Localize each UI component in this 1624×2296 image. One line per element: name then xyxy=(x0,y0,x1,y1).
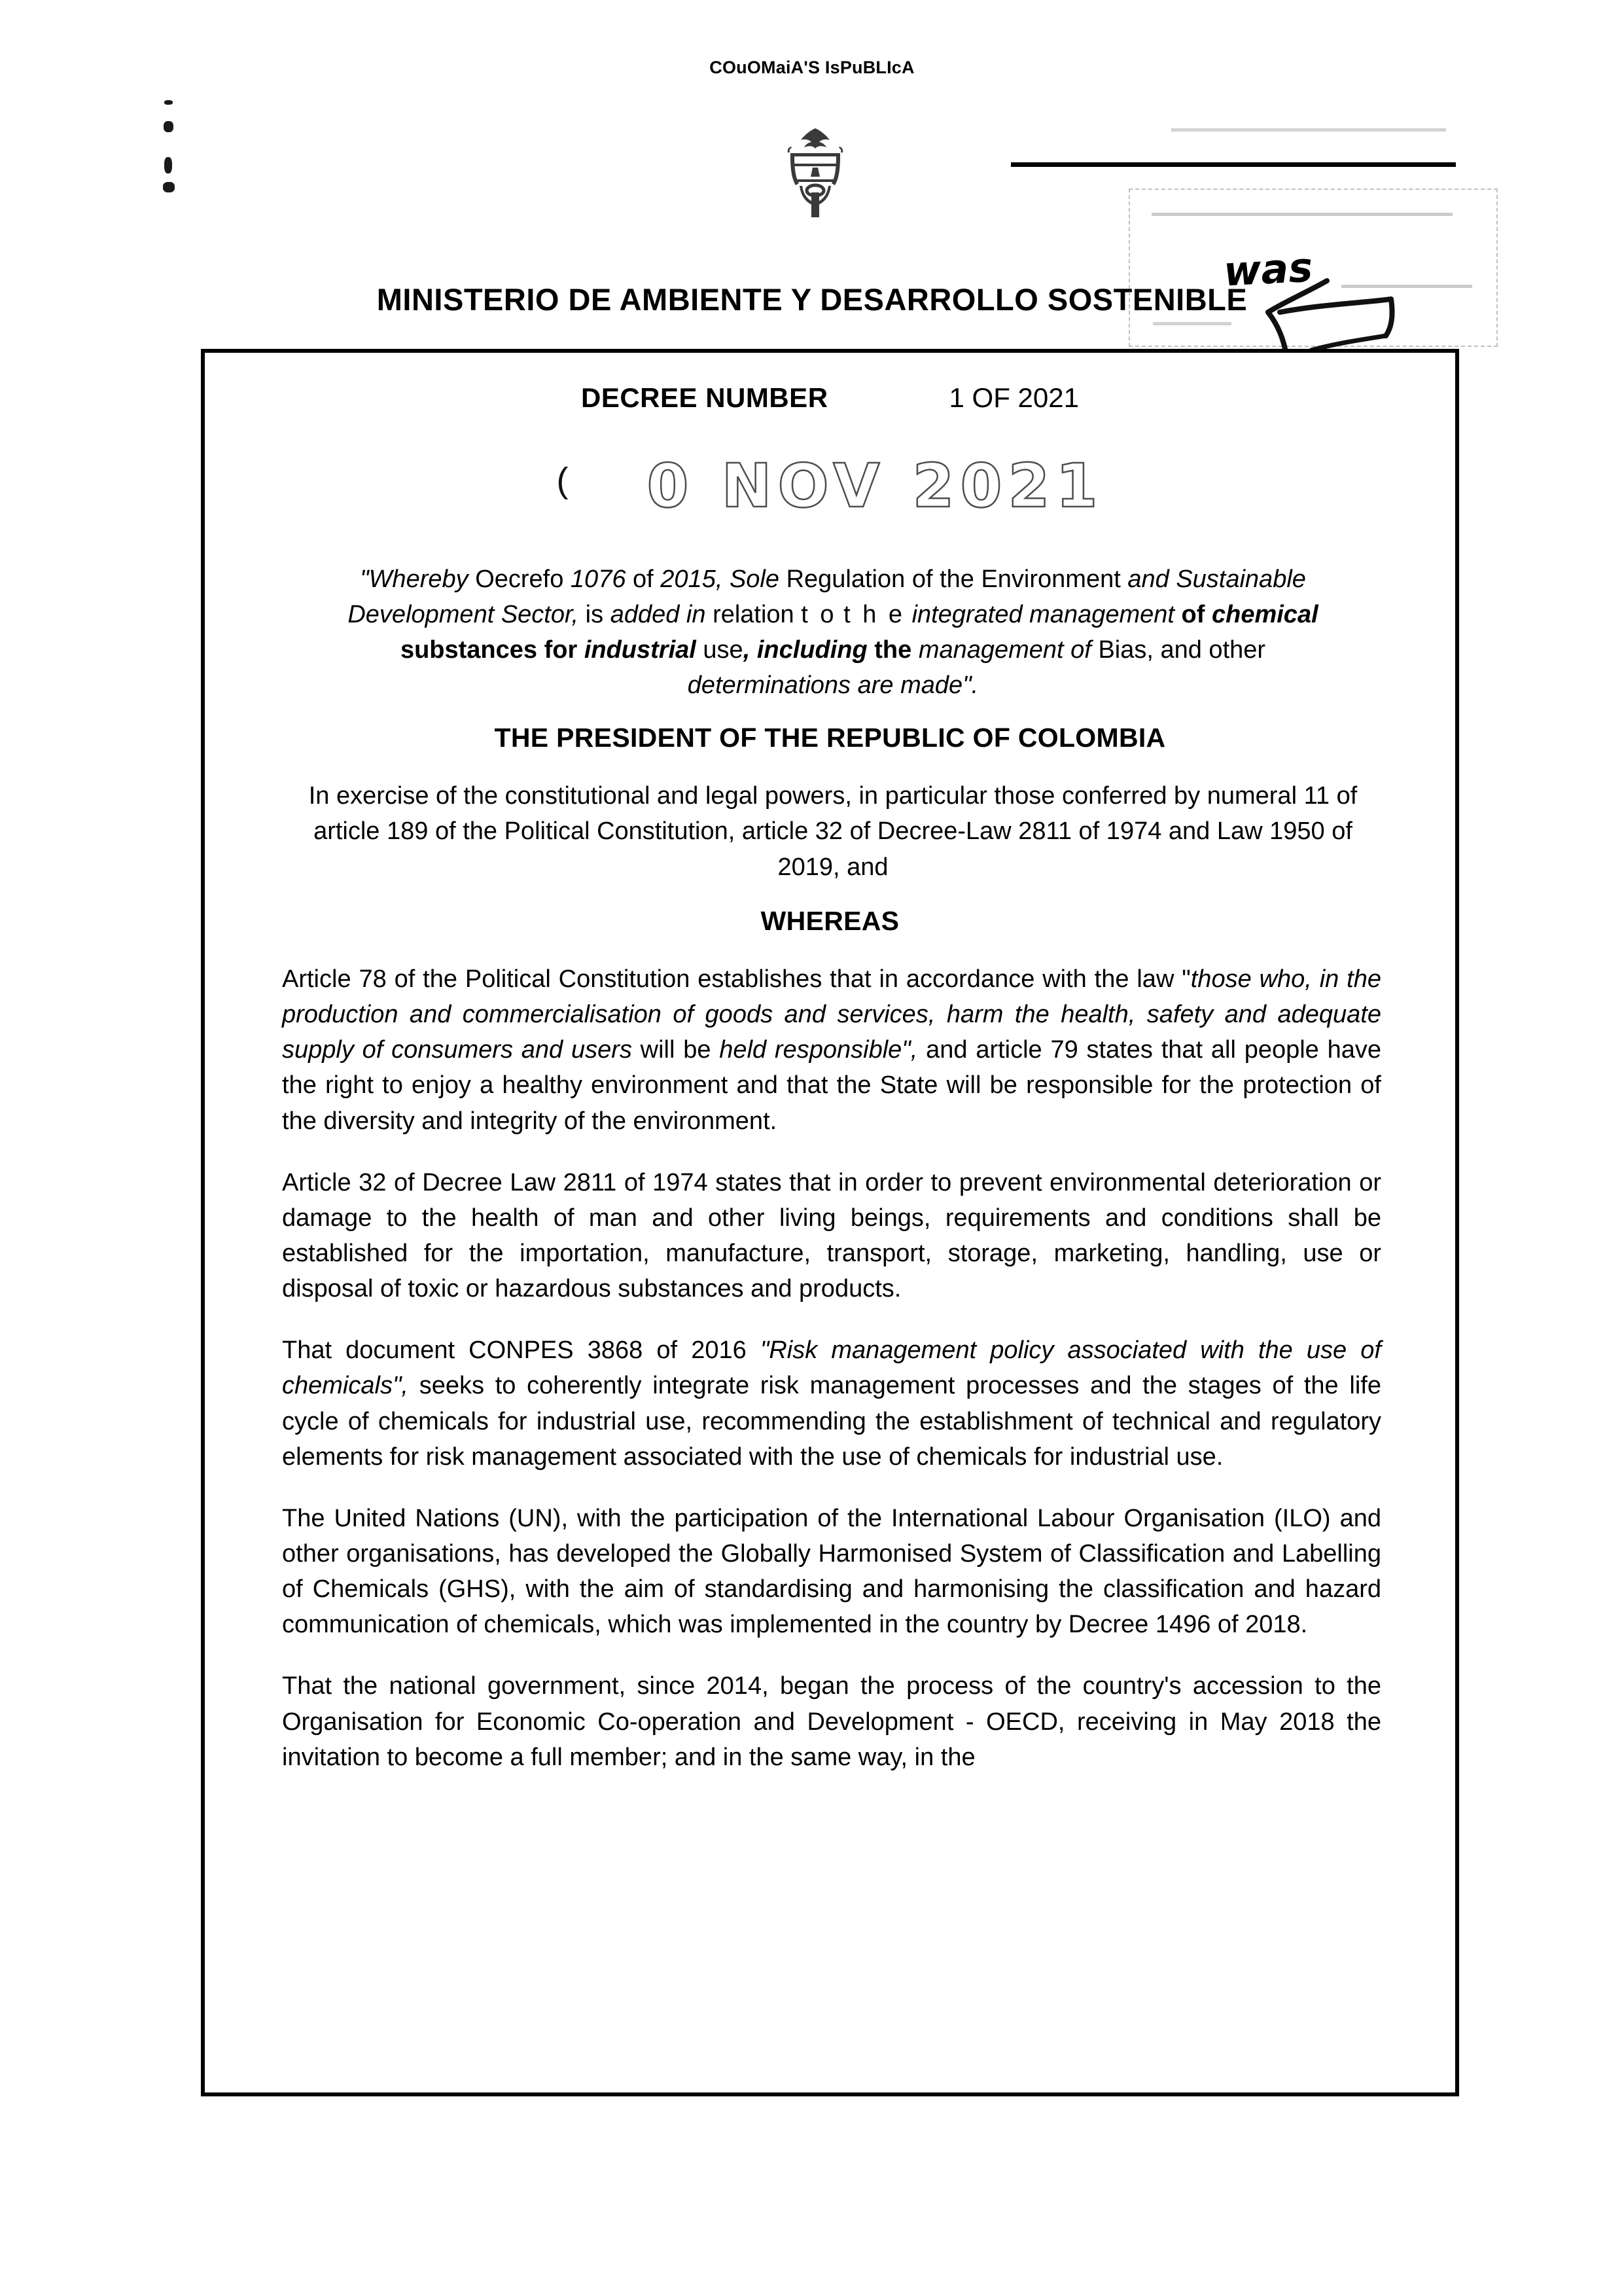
tq-l2c: added in xyxy=(610,600,706,628)
handwritten-note: was xyxy=(1222,243,1314,296)
scan-speck xyxy=(164,100,173,105)
tq-l3c: chemical xyxy=(1211,600,1318,628)
tq-l2f: t h e xyxy=(843,600,906,628)
p1-italic: those who, in the production and commercialisation of goods and services, harm the health, safety and adequate supply of consumers and users xyxy=(282,965,1381,1064)
p1-mid: will be xyxy=(631,1036,720,1064)
p3-pre: That document CONPES 3868 of 2016 xyxy=(282,1336,760,1365)
decree-number-line xyxy=(205,382,1455,414)
handwritten-signature-mark xyxy=(1263,272,1433,357)
president-heading: THE PRESIDENT OF THE REPUBLIC OF COLOMBIA xyxy=(494,723,1166,753)
decree-number-label: DECREE NUMBER xyxy=(581,382,828,413)
p3-italic: "Risk management policy associated with the use of chemicals", xyxy=(282,1336,1381,1400)
scan-speck xyxy=(164,157,172,173)
tq-l3h: the xyxy=(874,636,912,664)
powers-paragraph: In exercise of the constitutional and legal powers, in particular those conferred by numeral 11 of article 189 of the Political Constitution, article 32 of Decree-Law 2811 of 1974 and Law 1950 of 2019, and xyxy=(308,782,1358,881)
colombia-coat-of-arms-icon xyxy=(771,124,860,223)
tq-l2e: t o xyxy=(801,600,837,628)
tq-l3d: substances for xyxy=(400,636,578,664)
whereas-heading: WHEREAS xyxy=(760,906,900,936)
p1-post: and article 79 states that all people have the right to enjoy a healthy environment and that the State will be responsible for the protection of the diversity and integrity of the environment. xyxy=(282,1036,1381,1135)
tq-l4b: Bias, and other xyxy=(1098,636,1266,664)
tq-l2b: is xyxy=(585,600,604,628)
stamp-noise xyxy=(1153,322,1231,325)
ministry-name: MINISTERIO DE AMBIENTE Y DESARROLLO SOSTENIBLE xyxy=(376,282,1248,317)
scan-speck xyxy=(163,182,175,192)
tq-l2a: Sustainable Development Sector, xyxy=(347,565,1306,628)
date-stamp-row xyxy=(205,451,1455,521)
decree-title-quote xyxy=(326,562,1340,704)
paragraph-ghs-un: The United Nations (UN), with the participation of the International Labour Organisation (ILO) and other organisations, has developed the Globally Harmonised System of Classification and Labelling of Chemicals (GHS), with the aim of standardising and harmonising the classification and hazard communication of chemicals, which was implemented in the country by Decree 1496 of 2018. xyxy=(282,1504,1381,1639)
tq-l1f: Regulation of the Environment xyxy=(786,565,1121,593)
tq-l1d: of xyxy=(633,565,654,593)
stamp-noise xyxy=(1171,128,1446,132)
whereas-body xyxy=(282,961,1381,1801)
scan-speck xyxy=(164,121,173,132)
tq-l1a: "Whereby xyxy=(360,565,468,593)
tq-l3e: industrial xyxy=(584,636,696,664)
document-frame xyxy=(201,349,1459,2096)
tq-l3g: , including xyxy=(743,636,868,664)
p1-pre: Article 78 of the Political Constitution establishes that in accordance with the law " xyxy=(282,965,1191,993)
tq-l3a: management xyxy=(1029,600,1174,628)
paragraph-conpes-3868 xyxy=(282,1333,1381,1475)
tq-l2d: relation xyxy=(713,600,794,628)
paragraph-article-32: Article 32 of Decree Law 2811 of 1974 states that in order to prevent environmental deterioration or damage to the health of man and other living beings, requirements and conditions shall be established for the importation, manufacture, transport, storage, marketing, handling, use or disposal of toxic or hazardous substances and products. xyxy=(282,1168,1381,1303)
paren-mark: ( xyxy=(556,461,569,500)
tq-l1e: 2015, Sole xyxy=(660,565,780,593)
date-stamp: 0 NOV 2021 xyxy=(646,451,1104,521)
p3-post: seeks to coherently integrate risk management processes and the stages of the life cycle of chemicals for industrial use, recommending the establishment of technical and regulatory elements for risk management associated with the use of chemicals for industrial use. xyxy=(282,1372,1381,1471)
tq-l1c: 1076 xyxy=(570,565,626,593)
header-rule xyxy=(1011,162,1456,167)
republic-title: COuOMaiA'S IsPuBLIcA xyxy=(709,58,915,77)
tq-l1b: Oecrefo xyxy=(475,565,564,593)
stamp-noise xyxy=(1152,213,1453,216)
tq-l3f: use xyxy=(703,636,743,664)
tq-l1g: and xyxy=(1127,565,1169,593)
decree-number-value: 1 OF 2021 xyxy=(949,382,1079,413)
tq-l2g: integrated xyxy=(911,600,1023,628)
tq-l4c: determinations are made". xyxy=(687,671,979,699)
paragraph-article-78 xyxy=(282,961,1381,1139)
tq-l4a: management of xyxy=(918,636,1091,664)
tq-l3b: of xyxy=(1181,600,1205,628)
paragraph-oecd-accession: That the national government, since 2014, began the process of the country's accession to the Organisation for Economic Co-operation and Development - OECD, receiving in May 2018 the invitation to become a full member; and in the same way, in the xyxy=(282,1672,1381,1771)
p1-italic2: held responsible", xyxy=(719,1036,918,1064)
